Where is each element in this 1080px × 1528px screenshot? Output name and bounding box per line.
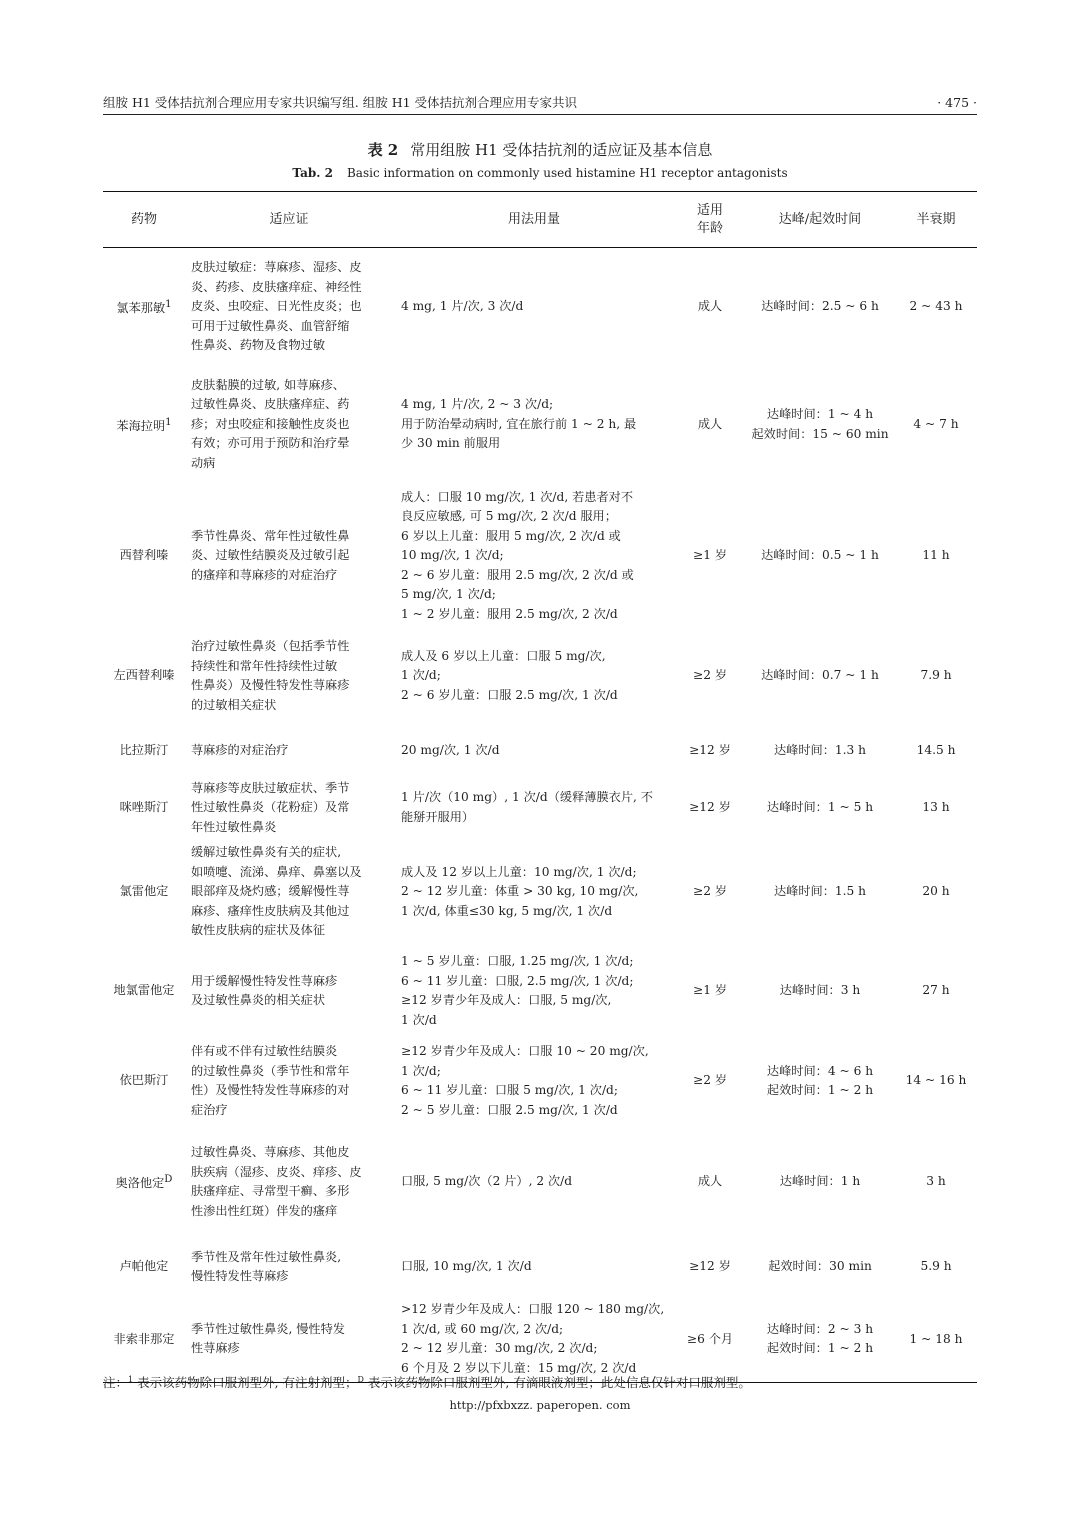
dosage-line: 1 次/d; (401, 1063, 441, 1078)
drug-footnote-mark: D (164, 1174, 173, 1186)
table-header-row (103, 192, 977, 248)
dosage-line: 2 ~ 12 岁儿童：体重 > 30 kg, 10 mg/次, (401, 884, 639, 899)
dosage-line: 1 片/次（10 mg）, 1 次/d（缓释薄膜衣片, 不 (401, 790, 653, 805)
peak-onset-line: 起效时间：1 ~ 2 h (766, 1083, 874, 1097)
running-head (103, 92, 977, 115)
indication-line: 疹；对虫咬症和接触性皮炎也 (191, 416, 350, 431)
dosage-line: 成人及 6 岁以上儿童：口服 5 mg/次, (401, 648, 606, 663)
peak-onset-cell (745, 629, 895, 724)
dosage-line: 1 ~ 2 岁儿童：服用 2.5 mg/次, 2 次/d (401, 606, 618, 621)
indication-line: 过敏性鼻炎、皮肤瘙痒症、药 (191, 397, 350, 412)
indication-cell (185, 366, 393, 484)
indication-cell (185, 248, 393, 366)
peak-onset-cell (745, 1035, 895, 1127)
indication-line: 年性过敏性鼻炎 (191, 819, 277, 834)
dosage-line: 4 mg, 1 片/次, 3 次/d (401, 299, 524, 313)
footnote-text-1: 表示该药物除口服剂型外, 有注射剂型； (133, 1375, 358, 1390)
peak-onset-cell (745, 1237, 895, 1297)
dosage-line: 良反应敏感, 可 5 mg/次, 2 次/d 服用； (401, 509, 617, 524)
header-age-line1: 适用 (696, 202, 723, 218)
indication-cell (185, 1035, 393, 1127)
dosage-line: 1 次/d (401, 1012, 437, 1027)
age-cell: ≥1 岁 (692, 548, 728, 563)
page-number: · 475 · (937, 95, 977, 110)
table-caption-cn (103, 139, 977, 160)
dosage-cell (393, 1237, 675, 1297)
header-indication: 适应证 (185, 192, 393, 248)
indication-line: 的过敏性鼻炎（季节性和常年 (191, 1063, 350, 1078)
peak-onset-line: 达峰时间：2.5 ~ 6 h (761, 299, 879, 313)
dosage-line: ≥12 岁青少年及成人：口服, 5 mg/次, (401, 993, 612, 1007)
footnote-mark-d: D (357, 1374, 364, 1384)
age-cell: ≥12 岁 (689, 743, 731, 758)
half-life-cell: 4 ~ 7 h (913, 416, 959, 431)
footnote-mark-1: 1 (128, 1374, 134, 1384)
table-row (103, 1035, 977, 1127)
age-cell: 成人 (697, 299, 723, 313)
half-life-cell: 7.9 h (920, 668, 952, 683)
dosage-line: 1 次/d; (401, 668, 441, 683)
dosage-line: 6 ~ 11 岁儿童：口服, 2.5 mg/次, 1 次/d; (401, 973, 634, 988)
table-row (103, 629, 977, 724)
half-life-cell: 14.5 h (916, 743, 956, 758)
indication-line: 季节性及常年性过敏性鼻炎, (191, 1249, 342, 1264)
dosage-line: 用于防治晕动病时, 宜在旅行前 1 ~ 2 h, 最 (401, 416, 637, 431)
drug-cell (103, 484, 185, 629)
drug-cell (103, 629, 185, 724)
drug-cell (103, 1297, 185, 1382)
indication-line: 性鼻炎、药物及食物过敏 (191, 338, 326, 352)
header-age-line2: 年龄 (696, 220, 723, 236)
indication-line: 荨麻疹的对症治疗 (191, 743, 289, 758)
age-cell: ≥6 个月 (675, 1297, 745, 1382)
drug-name: 苯海拉明 (116, 418, 166, 433)
peak-onset-line: 达峰时间：1.5 h (773, 884, 867, 899)
age-cell: 成人 (697, 1174, 723, 1189)
header-half-life: 半衰期 (895, 192, 977, 248)
indication-cell (185, 484, 393, 629)
indication-line: 治疗过敏性鼻炎（包括季节性 (191, 639, 350, 653)
header-age (675, 192, 745, 248)
age-cell: ≥2 岁 (692, 668, 728, 683)
journal-url[interactable]: http://pfxbxzz. paperopen. com (449, 1398, 631, 1412)
dosage-line: 6 ~ 11 岁儿童：口服 5 mg/次, 1 次/d; (401, 1083, 618, 1097)
indication-line: 眼部痒及烧灼感；缓解慢性荨 (191, 884, 350, 899)
half-life-cell: 14 ~ 16 h (905, 1073, 967, 1088)
half-life-cell: 2 ~ 43 h (909, 299, 963, 313)
peak-onset-cell (745, 1127, 895, 1237)
dosage-line: >12 岁青少年及成人：口服 120 ~ 180 mg/次, (401, 1302, 665, 1317)
drug-name: 非索非那定 (113, 1331, 175, 1346)
dosage-line: 能掰开服用） (401, 809, 475, 824)
table-row (103, 779, 977, 838)
table-row (103, 947, 977, 1035)
dosage-line: 成人：口服 10 mg/次, 1 次/d, 若患者对不 (401, 489, 634, 504)
peak-onset-line: 起效时间：1 ~ 2 h (766, 1341, 874, 1356)
drug-cell (103, 837, 185, 947)
half-life-cell: 5.9 h (920, 1259, 952, 1274)
dosage-line: 口服, 5 mg/次（2 片）, 2 次/d (401, 1174, 573, 1189)
table-title-cn: 常用组胺 H1 受体拮抗剂的适应证及基本信息 (410, 141, 713, 159)
dosage-line: 2 ~ 6 岁儿童：服用 2.5 mg/次, 2 次/d 或 (401, 567, 634, 582)
table-row (103, 366, 977, 484)
table-row (103, 484, 977, 629)
peak-onset-line: 达峰时间：4 ~ 6 h (766, 1063, 874, 1078)
indication-line: 皮肤黏膜的过敏, 如荨麻疹、 (191, 377, 345, 392)
age-cell: ≥12 岁 (689, 1259, 731, 1274)
indication-line: 皮炎、虫咬症、日光性皮炎；也 (191, 299, 362, 313)
peak-onset-cell (745, 248, 895, 366)
indication-cell (185, 947, 393, 1035)
table-row (103, 837, 977, 947)
peak-onset-line: 达峰时间：1 h (779, 1174, 861, 1189)
dosage-line: 2 ~ 5 岁儿童：口服 2.5 mg/次, 1 次/d (401, 1102, 618, 1117)
dosage-line: 5 mg/次, 1 次/d; (401, 587, 496, 602)
peak-onset-cell (745, 724, 895, 779)
drug-table-container (103, 191, 977, 1383)
dosage-cell (393, 1297, 675, 1382)
indication-cell (185, 779, 393, 838)
dosage-line: 2 ~ 12 岁儿童：30 mg/次, 2 次/d; (401, 1341, 598, 1356)
table-caption-en (103, 166, 977, 180)
drug-cell (103, 1127, 185, 1237)
peak-onset-cell (745, 947, 895, 1035)
running-head-citation: 组胺 H1 受体拮抗剂合理应用专家共识编写组. 组胺 H1 受体拮抗剂合理应用专家共识 (103, 95, 578, 110)
half-life-cell: 1 ~ 18 h (895, 1297, 977, 1382)
drug-cell (103, 1035, 185, 1127)
drug-cell (103, 1237, 185, 1297)
half-life-cell: 20 h (922, 884, 950, 899)
dosage-line: 2 ~ 6 岁儿童：口服 2.5 mg/次, 1 次/d (401, 687, 618, 702)
indication-line: 炎、药疹、皮肤瘙痒症、神经性 (191, 279, 362, 294)
indication-line: 持续性和常年性持续性过敏 (191, 658, 338, 673)
drug-cell (103, 248, 185, 366)
dosage-line: 4 mg, 1 片/次, 2 ~ 3 次/d; (401, 397, 554, 412)
indication-line: 缓解过敏性鼻炎有关的症状, (191, 845, 342, 860)
dosage-line: 成人及 12 岁以上儿童：10 mg/次, 1 次/d; (401, 864, 637, 879)
drug-name: 依巴斯汀 (119, 1073, 169, 1088)
drug-name: 卢帕他定 (119, 1259, 169, 1274)
indication-line: 的瘙痒和荨麻疹的对症治疗 (191, 567, 338, 582)
indication-line: 症治疗 (191, 1102, 228, 1117)
dosage-line: 口服, 10 mg/次, 1 次/d (401, 1259, 532, 1274)
indication-line: 荨麻疹等皮肤过敏症状、季节 (191, 780, 350, 795)
indication-line: 皮肤过敏症：荨麻疹、湿疹、皮 (191, 260, 362, 274)
peak-onset-line: 达峰时间：1 ~ 4 h (766, 407, 874, 421)
indication-line: 动病 (191, 455, 216, 470)
dosage-cell (393, 779, 675, 838)
dosage-cell (393, 629, 675, 724)
peak-onset-cell (745, 779, 895, 838)
drug-footnote-mark: 1 (165, 298, 172, 310)
table-row (103, 1297, 977, 1382)
dosage-cell (393, 1035, 675, 1127)
dosage-cell (393, 248, 675, 366)
peak-onset-cell (745, 1297, 895, 1382)
peak-onset-line: 起效时间：15 ~ 60 min (751, 426, 889, 441)
age-cell: ≥1 岁 (692, 983, 728, 998)
peak-onset-line: 达峰时间：2 ~ 3 h (766, 1321, 874, 1336)
dosage-line: 少 30 min 前服用 (401, 436, 501, 451)
indication-line: 过敏性鼻炎、荨麻疹、其他皮 (191, 1145, 350, 1159)
drug-cell (103, 366, 185, 484)
footnote-prefix: 注： (103, 1375, 129, 1390)
table-body (103, 248, 977, 1383)
dosage-line: 10 mg/次, 1 次/d; (401, 548, 504, 563)
table-title-en: Basic information on commonly used histamine H1 receptor antagonists (346, 166, 788, 180)
indication-line: 用于缓解慢性特发性荨麻疹 (191, 973, 338, 988)
indication-cell (185, 1297, 393, 1382)
dosage-cell (393, 947, 675, 1035)
dosage-cell (393, 366, 675, 484)
dosage-line: 1 次/d, 体重≤30 kg, 5 mg/次, 1 次/d (401, 903, 613, 918)
drug-footnote-mark: 1 (165, 416, 172, 428)
indication-line: 的过敏相关症状 (191, 697, 277, 712)
age-cell: ≥2 岁 (692, 884, 728, 899)
indication-line: 肤疾病（湿疹、皮炎、痒疹、皮 (191, 1164, 362, 1179)
table-row (103, 724, 977, 779)
dosage-cell (393, 1127, 675, 1237)
indication-line: 季节性过敏性鼻炎, 慢性特发 (191, 1321, 345, 1336)
peak-onset-cell (745, 484, 895, 629)
header-peak-onset: 达峰/起效时间 (745, 192, 895, 248)
indication-cell (185, 724, 393, 779)
drug-name: 西替利嗪 (119, 548, 169, 563)
dosage-line: 1 次/d, 或 60 mg/次, 2 次/d; (401, 1321, 564, 1336)
indication-line: 肤瘙痒症、寻常型干癣、多形 (191, 1184, 350, 1198)
drug-name: 氯苯那敏 (116, 301, 166, 316)
half-life-cell: 3 h (926, 1174, 946, 1189)
dosage-line: 6 个月及 2 岁以下儿童：15 mg/次, 2 次/d (401, 1360, 637, 1375)
indication-cell (185, 837, 393, 947)
drug-name: 奥洛他定 (115, 1176, 165, 1191)
indication-line: 季节性鼻炎、常年性过敏性鼻 (191, 528, 350, 543)
dosage-line: 1 ~ 5 岁儿童：口服, 1.25 mg/次, 1 次/d; (401, 954, 634, 968)
peak-onset-line: 起效时间：30 min (768, 1259, 872, 1274)
drug-cell (103, 779, 185, 838)
drug-cell (103, 947, 185, 1035)
indication-line: 性荨麻疹 (191, 1341, 240, 1356)
indication-line: 炎、过敏性结膜炎及过敏引起 (191, 548, 350, 563)
indication-line: 可用于过敏性鼻炎、血管舒缩 (191, 318, 350, 333)
table-row (103, 1127, 977, 1237)
drug-name: 比拉斯汀 (119, 743, 169, 758)
indication-line: 麻疹、瘙痒性皮肤病及其他过 (191, 903, 350, 918)
indication-line: 如喷嚏、流涕、鼻痒、鼻塞以及 (191, 864, 362, 879)
peak-onset-cell (745, 366, 895, 484)
peak-onset-line: 达峰时间：1 ~ 5 h (766, 800, 874, 814)
drug-table (103, 191, 977, 1383)
indication-line: 有效；亦可用于预防和治疗晕 (191, 436, 350, 451)
peak-onset-line: 达峰时间：0.5 ~ 1 h (761, 548, 879, 563)
dosage-cell (393, 837, 675, 947)
peak-onset-line: 达峰时间：0.7 ~ 1 h (761, 668, 879, 683)
header-drug: 药物 (103, 192, 185, 248)
drug-name: 左西替利嗪 (113, 668, 175, 683)
drug-name: 氯雷他定 (119, 884, 169, 899)
indication-cell (185, 1127, 393, 1237)
indication-line: 敏性皮肤病的症状及体征 (191, 923, 326, 938)
dosage-cell (393, 724, 675, 779)
table-footnote (103, 1373, 977, 1391)
age-cell: 成人 (697, 416, 723, 431)
indication-cell (185, 629, 393, 724)
half-life-cell: 11 h (922, 548, 950, 563)
drug-name: 咪唑斯汀 (119, 800, 169, 814)
footnote-text-2: 表示该药物除口服剂型外, 有滴眼液剂型；此处信息仅针对口服剂型。 (363, 1375, 751, 1390)
table-label-en: Tab. 2 (292, 166, 333, 180)
indication-line: 性）及慢性特发性荨麻疹的对 (191, 1083, 350, 1097)
table-label-cn: 表 2 (367, 141, 399, 159)
peak-onset-line: 达峰时间：3 h (779, 983, 861, 998)
indication-line: 伴有或不伴有过敏性结膜炎 (191, 1044, 338, 1058)
dosage-line: ≥12 岁青少年及成人：口服 10 ~ 20 mg/次, (401, 1044, 649, 1058)
peak-onset-line: 达峰时间：1.3 h (773, 743, 867, 758)
indication-cell (185, 1237, 393, 1297)
header-dosage: 用法用量 (393, 192, 675, 248)
drug-cell (103, 724, 185, 779)
indication-line: 性渗出性红斑）伴发的瘙痒 (191, 1203, 338, 1218)
dosage-line: 6 岁以上儿童：服用 5 mg/次, 2 次/d 或 (401, 528, 621, 543)
indication-line: 慢性特发性荨麻疹 (191, 1269, 289, 1283)
dosage-cell (393, 484, 675, 629)
drug-name: 地氯雷他定 (113, 983, 175, 998)
half-life-cell: 13 h (922, 800, 950, 814)
age-cell: ≥12 岁 (689, 800, 731, 814)
indication-line: 及过敏性鼻炎的相关症状 (191, 993, 326, 1007)
table-row (103, 1237, 977, 1297)
table-row (103, 248, 977, 366)
age-cell: ≥2 岁 (692, 1073, 728, 1088)
half-life-cell: 27 h (922, 983, 950, 998)
indication-line: 性过敏性鼻炎（花粉症）及常 (191, 800, 350, 814)
indication-line: 性鼻炎）及慢性特发性荨麻疹 (191, 678, 350, 692)
dosage-line: 20 mg/次, 1 次/d (401, 743, 500, 758)
peak-onset-cell (745, 837, 895, 947)
